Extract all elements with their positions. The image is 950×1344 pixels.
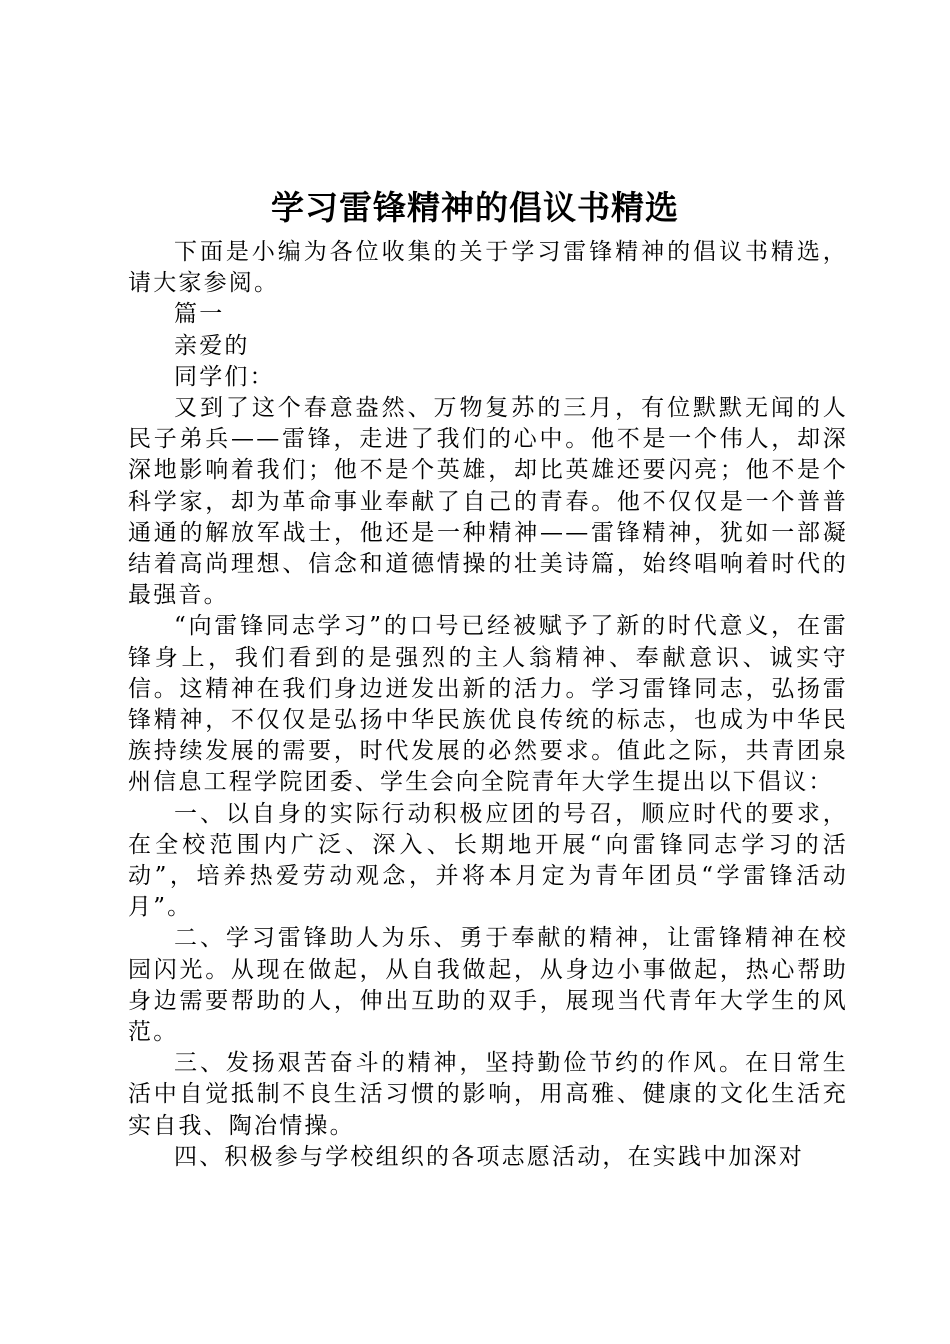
document-body [128,237,848,1173]
document-title: 学习雷锋精神的倡议书精选 [271,188,679,227]
paragraph-proposal-3: 三、发扬艰苦奋斗的精神，坚持勤俭节约的作风。在日常生活中自觉抵制不良生活习惯的影响，用高雅、健康的文化生活充实自我、陶冶情操。 [128,1050,848,1139]
paragraph-body-2: “向雷锋同志学习”的口号已经被赋予了新的时代意义，在雷锋身上，我们看到的是强烈的主人翁精神、奉献意识、诚实守信。这精神在我们身边迸发出新的活力。学习雷锋同志，弘扬雷锋精神，不仅仅是弘扬中华民族优良传统的标志，也成为中华民族持续发展的需要，时代发展的必然要求。值此之际，共青团泉州信息工程学院团委、学生会向全院青年大学生提出以下倡议： [128,613,848,796]
paragraph-proposal-1: 一、以自身的实际行动积极应团的号召，顺应时代的要求，在全校范围内广泛、深入、长期地开展“向雷锋同志学习的活动”，培养热爱劳动观念，并将本月定为青年团员“学雷锋活动月”。 [128,800,848,921]
paragraph-salutation-1: 亲爱的 [174,332,250,359]
paragraph-body-1: 又到了这个春意盎然、万物复苏的三月，有位默默无闻的人民子弟兵——雷锋，走进了我们的心中。他不是一个伟人，却深深地影响着我们；他不是个英雄，却比英雄还要闪亮；他不是个科学家，却为革命事业奉献了自己的青春。他不仅仅是一个普普通通的解放军战士，他还是一种精神——雷锋精神，犹如一部凝结着高尚理想、信念和道德情操的壮美诗篇，始终唱响着时代的最强音。 [128,395,848,609]
paragraph-salutation-2: 同学们： [174,363,275,390]
paragraph-proposal-2: 二、学习雷锋助人为乐、勇于奉献的精神，让雷锋精神在校园闪光。从现在做起，从自我做起，从身边小事做起，热心帮助身边需要帮助的人，伸出互助的双手，展现当代青年大学生的风范。 [128,925,848,1046]
paragraph-proposal-4: 四、积极参与学校组织的各项志愿活动，在实践中加深对 [174,1143,804,1170]
paragraph-intro: 下面是小编为各位收集的关于学习雷锋精神的倡议书精选，请大家参阅。 [128,239,848,297]
paragraph-section-label: 篇一 [174,301,225,328]
